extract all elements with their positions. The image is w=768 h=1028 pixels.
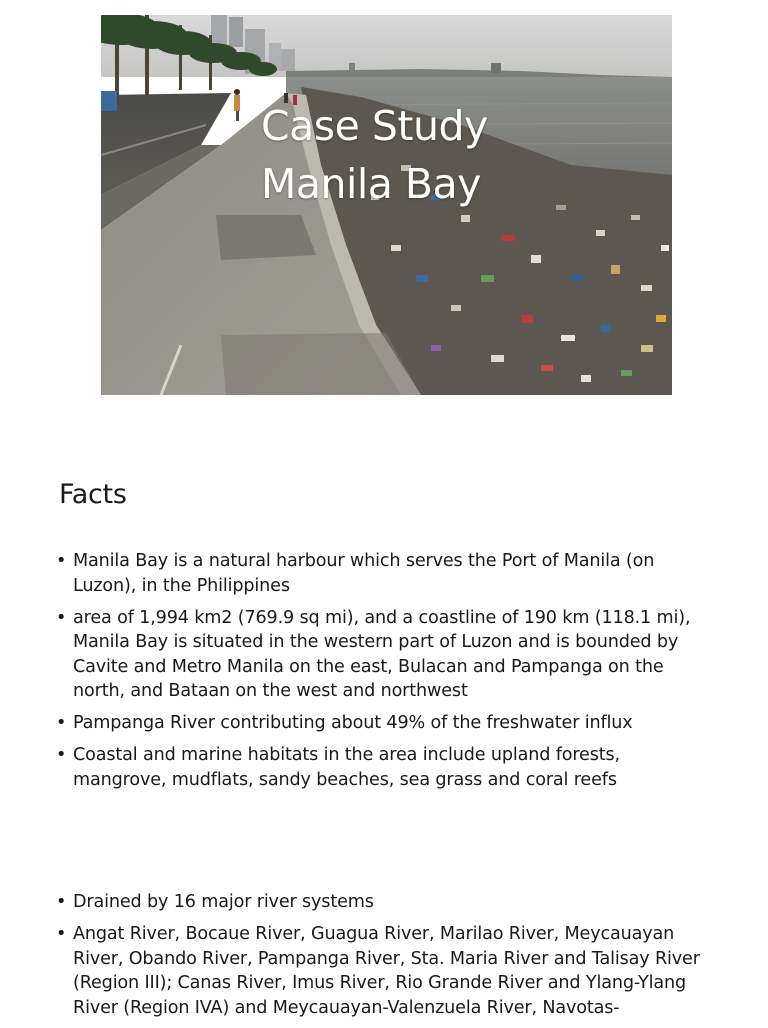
slide-title [261,97,488,213]
bullet-dot-icon: • [56,745,67,765]
bullet-dot-icon: • [56,892,67,912]
bullet-text: Manila Bay is a natural harbour which serves the Port of Manila (on Luzon), in the Philippines [73,551,655,596]
title-slide [101,15,672,395]
list-item [55,711,717,736]
bullet-text: Angat River, Bocaue River, Guagua River, Marilao River, Meycauayan River, Obando River, Pampanga River, Sta. Maria River and Talisay River (Region III); Canas River, Imus River, Rio Grande River and Ylang-Ylang River (Region IVA) and Meycauayan-Valenzuela River, Navotas- [73,924,700,1018]
title-line-2: Manila Bay [261,160,481,208]
river-systems-bullet-list [55,890,717,1028]
bullet-dot-icon: • [56,607,67,628]
list-item [55,890,717,915]
facts-heading: Facts [59,479,127,510]
bullet-dot-icon: • [56,551,67,571]
bullet-text: Drained by 16 major river systems [73,892,374,912]
list-item [55,549,717,598]
facts-bullet-list [55,549,717,800]
list-item [55,743,717,792]
bullet-text: area of 1,994 km2 (769.9 sq mi), and a coastline of 190 km (118.1 mi), Manila Bay is situated in the western part of Luzon and is bounded by Cavite and Metro Manila on the east, Bulacan and Pampanga on the north, and Bataan on the west and northwest [73,607,691,701]
title-line-1: Case Study [261,102,488,150]
bullet-text: Pampanga River contributing about 49% of the freshwater influx [73,713,633,733]
bullet-dot-icon: • [56,924,67,944]
bullet-text: Coastal and marine habitats in the area include upland forests, mangrove, mudflats, sandy beaches, sea grass and coral reefs [73,745,620,790]
list-item [55,606,717,704]
list-item [55,922,717,1020]
bullet-dot-icon: • [56,713,67,733]
